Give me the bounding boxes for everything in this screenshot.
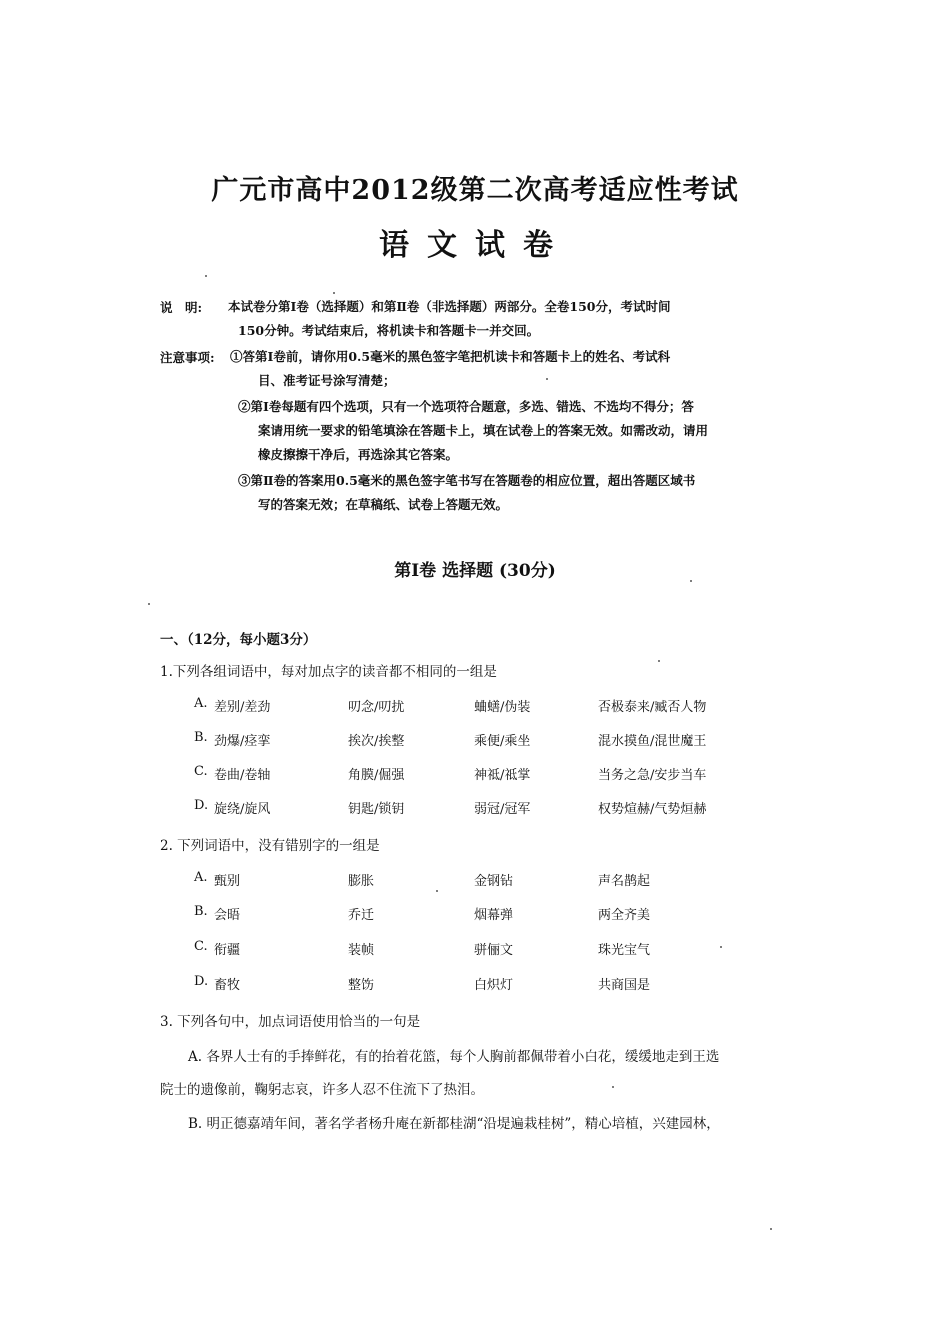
notes-label: 注意事项: <box>160 350 215 365</box>
scan-speck <box>690 580 692 582</box>
q1-option-label: C. <box>194 764 208 779</box>
q2-c-item-4: 珠光宝气 <box>598 943 651 958</box>
scan-speck <box>612 1086 614 1088</box>
note-1-line-2: 目、准考证号涂写清楚； <box>258 373 396 388</box>
section-title: 第Ⅰ卷 选择题 (30分) <box>394 561 556 581</box>
explain-line-1: 本试卷分第Ⅰ卷（选择题）和第Ⅱ卷（非选择题）两部分。全卷150分，考试时间 <box>228 299 671 314</box>
q1-a-item-1: 差别/差劲 <box>214 700 271 715</box>
explain-label: 说 明: <box>160 300 203 315</box>
q1-b-item-4: 混水摸鱼/混世魔王 <box>598 734 707 749</box>
q2-option-label: A. <box>194 870 208 885</box>
scan-speck <box>546 378 548 380</box>
q2-option-label: C. <box>194 939 208 954</box>
note-3-line-1: ③第Ⅱ卷的答案用0.5毫米的黑色签字笔书写在答题卷的相应位置，超出答题区域书 <box>238 473 696 488</box>
scan-speck <box>205 275 207 277</box>
q2-b-item-2: 乔迁 <box>348 908 375 923</box>
q2-a-item-2: 膨胀 <box>348 874 375 889</box>
scan-speck <box>333 292 335 294</box>
q1-a-item-4: 否极泰来/臧否人物 <box>598 700 707 715</box>
scan-speck <box>148 603 150 605</box>
q2-option-label: D. <box>194 974 209 989</box>
q2-a-item-4: 声名鹊起 <box>598 874 651 889</box>
q1-b-item-1: 劲爆/痉挛 <box>214 734 271 749</box>
q2-option-label: B. <box>194 904 208 919</box>
note-2-line-2: 案请用统一要求的铅笔填涂在答题卡上，填在试卷上的答案无效。如需改动，请用 <box>258 423 709 438</box>
q3-option-a-line-1: A. 各界人士有的手捧鲜花，有的抬着花篮，每个人胸前都佩带着小白花，缓缓地走到王选 <box>188 1049 720 1065</box>
q1-c-item-2: 角膜/倔强 <box>348 768 405 783</box>
question-1-stem: 1.下列各组词语中，每对加点字的读音都不相同的一组是 <box>160 664 497 680</box>
q1-c-item-1: 卷曲/卷轴 <box>214 768 271 783</box>
q1-d-item-3: 弱冠/冠军 <box>474 802 531 817</box>
q2-b-item-4: 两全齐美 <box>598 908 651 923</box>
q1-c-item-4: 当务之急/安步当车 <box>598 768 707 783</box>
scan-speck <box>436 890 438 892</box>
note-2-line-3: 橡皮擦擦干净后，再选涂其它答案。 <box>258 447 459 462</box>
q2-a-item-3: 金钢钻 <box>474 874 514 889</box>
q2-b-item-3: 烟幕弹 <box>474 908 514 923</box>
q1-d-item-4: 权势煊赫/气势烜赫 <box>598 802 707 817</box>
q1-b-item-2: 挨次/挨整 <box>348 734 405 749</box>
q2-a-item-1: 甄别 <box>214 874 241 889</box>
scan-speck <box>658 660 660 662</box>
q2-d-item-4: 共商国是 <box>598 978 651 993</box>
q1-a-item-2: 叨念/叨扰 <box>348 700 405 715</box>
q2-c-item-3: 骈俪文 <box>474 943 514 958</box>
scan-speck <box>770 1228 772 1230</box>
q1-b-item-3: 乘便/乘坐 <box>474 734 531 749</box>
q1-option-label: A. <box>194 696 208 711</box>
q2-c-item-1: 衔疆 <box>214 943 241 958</box>
explain-line-2: 150分钟。考试结束后，将机读卡和答题卡一并交回。 <box>238 323 540 338</box>
q1-c-item-3: 神祗/祗掌 <box>474 768 531 783</box>
q2-d-item-1: 畜牧 <box>214 978 241 993</box>
q1-d-item-1: 旋绕/旋风 <box>214 802 271 817</box>
part-1-header: 一、（12分，每小题3分） <box>160 632 317 648</box>
exam-title: 广元市高中2012级第二次高考适应性考试 <box>211 175 739 206</box>
note-2-line-1: ②第Ⅰ卷每题有四个选项，只有一个选项符合题意，多选、错选、不选均不得分；答 <box>238 399 694 414</box>
q1-d-item-2: 钥匙/锁钥 <box>348 802 405 817</box>
scan-speck <box>720 946 722 948</box>
q1-option-label: B. <box>194 730 208 745</box>
q3-option-b-line-1: B. 明正德嘉靖年间，著名学者杨升庵在新都桂湖“沿堤遍栽桂树”，精心培植，兴建园林， <box>188 1116 720 1132</box>
q3-option-a-line-2: 院士的遗像前，鞠躬志哀，许多人忍不住流下了热泪。 <box>160 1082 484 1098</box>
q1-a-item-3: 蛐蟮/伪装 <box>474 700 531 715</box>
q2-d-item-3: 白炽灯 <box>474 978 514 993</box>
note-1-line-1: ①答第Ⅰ卷前，请你用0.5毫米的黑色签字笔把机读卡和答题卡上的姓名、考试科 <box>230 349 671 364</box>
q2-d-item-2: 整饬 <box>348 978 375 993</box>
exam-subtitle: 语文试卷 <box>379 228 571 263</box>
q1-option-label: D. <box>194 798 209 813</box>
q2-b-item-1: 会晤 <box>214 908 241 923</box>
note-3-line-2: 写的答案无效；在草稿纸、试卷上答题无效。 <box>258 497 509 512</box>
question-3-stem: 3. 下列各句中，加点词语使用恰当的一句是 <box>160 1014 421 1030</box>
q2-c-item-2: 装帧 <box>348 943 375 958</box>
question-2-stem: 2. 下列词语中，没有错别字的一组是 <box>160 838 380 854</box>
